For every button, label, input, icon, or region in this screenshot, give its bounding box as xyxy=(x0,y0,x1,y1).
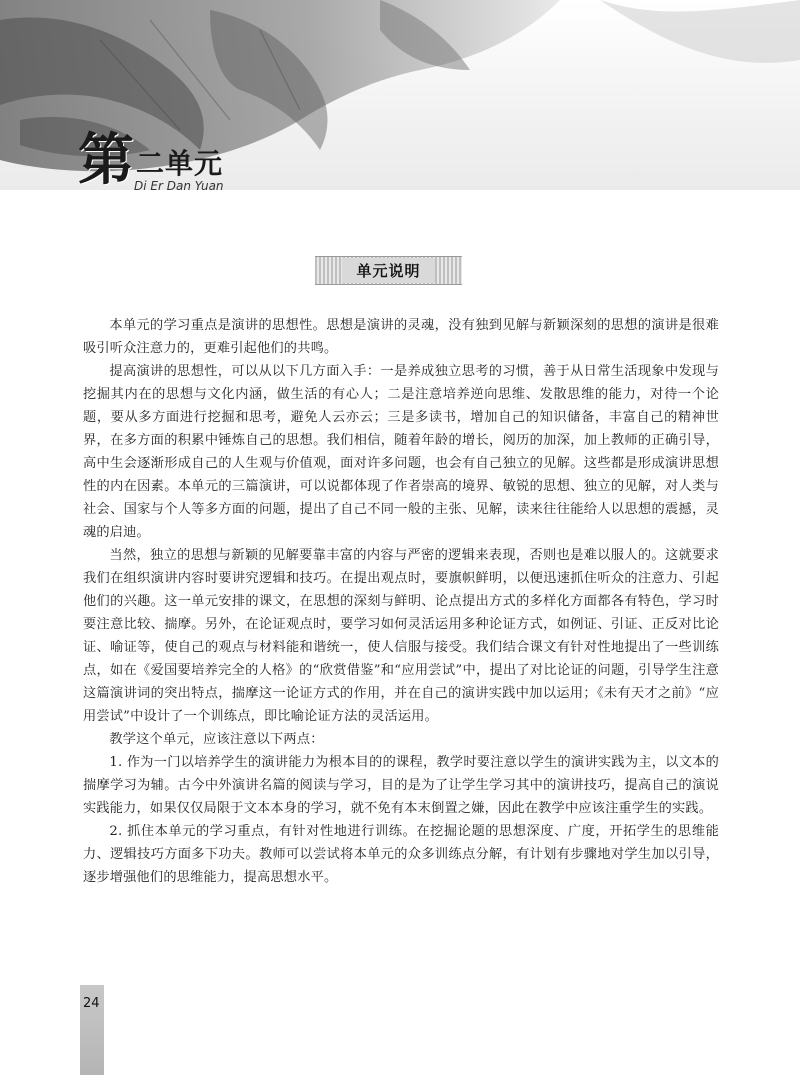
unit-title-first-char: 第 xyxy=(78,127,134,193)
paragraph: 1. 作为一门以培养学生的演讲能力为根本目的的课程，教学时要注意以学生的演讲实践为主，以文本的揣摩学习为辅。古今中外演讲名篇的阅读与学习，目的是为了让学生学习其中的演讲技巧，提高自己的演说实践能力，如果仅仅局限于文本本身的学习，就不免有本末倒置之嫌，因此在教学中应该注重学生的实践。 xyxy=(83,755,719,816)
paragraph: 2. 抓住本单元的学习重点，有针对性地进行训练。在挖掘论题的思想深度、广度，开拓学生的思维能力、逻辑技巧方面多下功夫。教师可以尝试将本单元的众多训练点分解，有计划有步骤地对学生加以引导，逐步增强他们的思维能力，提高思想水平。 xyxy=(83,824,719,885)
section-title: 单元说明 xyxy=(342,258,434,283)
unit-title-rest: 二单元 xyxy=(136,147,224,180)
paragraph: 提高演讲的思想性，可以从以下几方面入手：一是养成独立思考的习惯，善于从日常生活现象中发现与挖掘其内在的思想与文化内涵，做生活的有心人；二是注意培养逆向思维、发散思维的能力，对待一个论题，要从多方面进行挖掘和思考，避免人云亦云；三是多读书，增加自己的知识储备，丰富自己的精神世界，在多方面的积累中锤炼自己的思想。我们相信，随着年龄的增长，阅历的加深，加上教师的正确引导，高中生会逐渐形成自己的人生观与价值观，面对许多问题，也会有自己独立的见解。这些都是形成演讲思想性的内在因素。本单元的三篇演讲，可以说都体现了作者崇高的境界、敏锐的思想、独立的见解，对人类与社会、国家与个人等多方面的问题，提出了自己不同一般的主张、见解，读来往往能给人以思想的震撼，灵魂的启迪。 xyxy=(83,364,719,540)
section-header-bar xyxy=(315,256,462,285)
body-text xyxy=(83,314,719,889)
paragraph: 本单元的学习重点是演讲的思想性。思想是演讲的灵魂，没有独到见解与新颖深刻的思想的演讲是很难吸引听众注意力的，更难引起他们的共鸣。 xyxy=(83,318,719,356)
paragraph: 当然，独立的思想与新颖的见解要靠丰富的内容与严密的逻辑来表现，否则也是难以服人的。这就要求我们在组织演讲内容时要讲究逻辑和技巧。在提出观点时，要旗帜鲜明，以便迅速抓住听众的注意力、引起他们的兴趣。这一单元安排的课文，在思想的深刻与鲜明、论点提出方式的多样化方面都各有特色，学习时要注意比较、揣摩。另外，在论证观点时，要学习如何灵活运用多种论证方式，如例证、引证、正反对比论证、喻证等，使自己的观点与材料能和谐统一，使人信服与接受。我们结合课文有针对性地提出了一些训练点，如在《爱国要培养完全的人格》的“欣赏借鉴”和“应用尝试”中，提出了对比论证的问题，引导学生注意这篇演讲词的突出特点，揣摩这一论证方式的作用，并在自己的演讲实践中加以运用；《未有天才之前》“应用尝试”中设计了一个训练点，即比喻论证方法的灵活运用。 xyxy=(83,548,719,724)
paragraph: 教学这个单元，应该注意以下两点： xyxy=(109,732,324,747)
unit-pinyin: Di Er Dan Yuan xyxy=(134,179,224,193)
page-number: 24 xyxy=(83,996,100,1011)
